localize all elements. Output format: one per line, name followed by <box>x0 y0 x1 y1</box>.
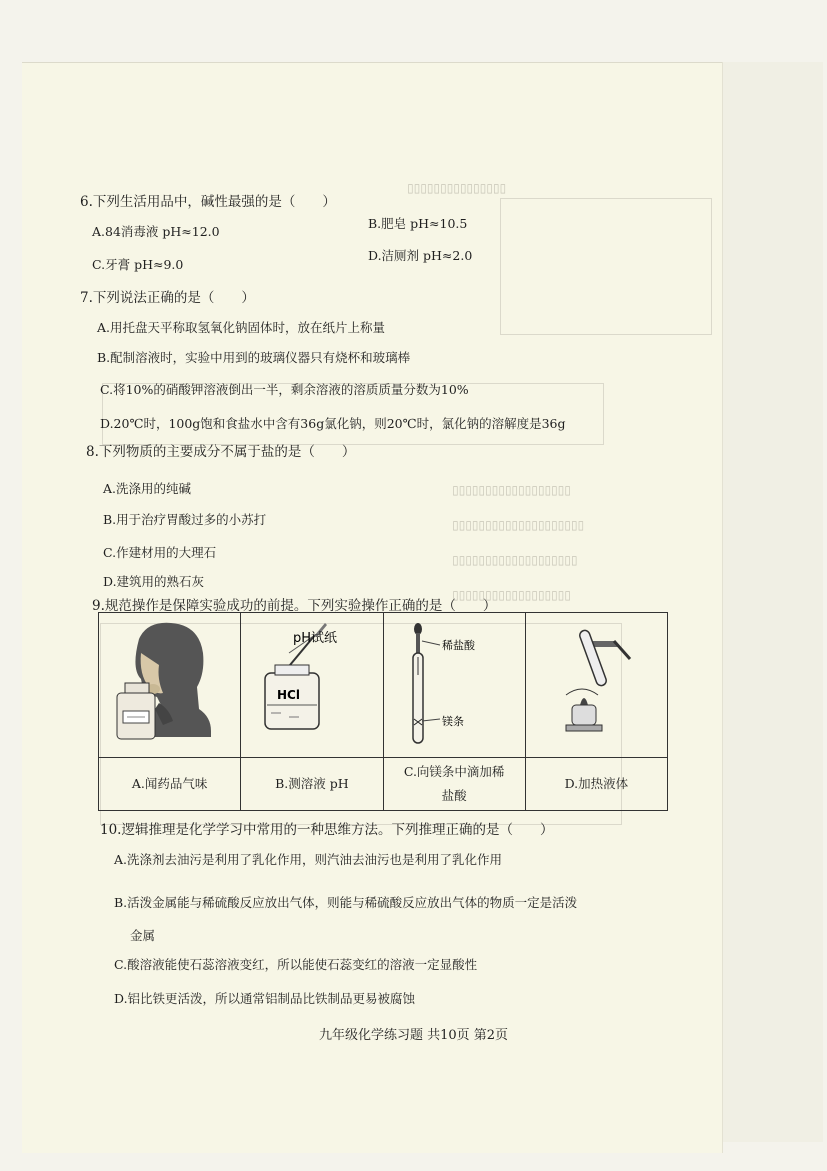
question-9-stem: 9.规范操作是保障实验成功的前提。下列实验操作正确的是（ ） <box>92 598 497 614</box>
magnesium-label: 镁条 <box>441 715 464 728</box>
dropper-tube-illustration <box>384 613 522 753</box>
page-footer: 九年级化学练习题 共10页 第2页 <box>318 1028 509 1043</box>
question-8-option-d: D.建筑用的熟石灰 <box>103 574 205 589</box>
question-8-option-a: A.洗涤用的纯碱 <box>103 481 192 496</box>
question-6-option-d: D.洁厕剂 pH≈2.0 <box>368 248 473 263</box>
question-6-option-c: C.牙膏 pH≈9.0 <box>92 257 184 272</box>
question-10-option-b: B.活泼金属能与稀硫酸反应放出气体，则能与稀硫酸反应放出气体的物质一定是活泼 <box>114 895 578 910</box>
bleed-through-text: ▯▯▯▯▯▯▯▯▯▯▯▯▯▯▯ <box>407 181 507 195</box>
question-10-option-a: A.洗涤剂去油污是利用了乳化作用，则汽油去油污也是利用了乳化作用 <box>114 852 503 867</box>
question-7-option-d: D.20℃时，100g饱和食盐水中含有36g氯化钠，则20℃时，氯化钠的溶解度是36g <box>100 416 566 431</box>
caption-c-line2: 盐酸 <box>441 788 467 803</box>
question-10-option-b-cont: 金属 <box>130 928 156 943</box>
question-7-option-c: C.将10%的硝酸钾溶液倒出一半，剩余溶液的溶质质量分数为10% <box>100 382 469 397</box>
question-8-stem: 8.下列物质的主要成分不属于盐的是（ ） <box>86 444 356 460</box>
question-7-stem: 7.下列说法正确的是（ ） <box>80 290 255 306</box>
dilute-acid-label: 稀盐酸 <box>441 639 475 652</box>
heating-liquid-illustration <box>526 613 676 753</box>
bleed-through-text: ▯▯▯▯▯▯▯▯▯▯▯▯▯▯▯▯▯▯ <box>452 588 571 602</box>
bleed-through-text: ▯▯▯▯▯▯▯▯▯▯▯▯▯▯▯▯▯▯ <box>452 483 571 497</box>
question-6-stem: 6.下列生活用品中，碱性最强的是（ ） <box>80 194 336 210</box>
question-6-option-b: B.肥皂 pH≈10.5 <box>368 216 468 231</box>
question-10-option-d: D.铝比铁更活泼，所以通常铝制品比铁制品更易被腐蚀 <box>114 991 416 1006</box>
figure-a-smell <box>99 613 241 758</box>
caption-c <box>383 758 525 811</box>
figure-d-heating <box>525 613 667 758</box>
caption-b: B.测溶液 pH <box>241 758 383 811</box>
bleed-through-text: ▯▯▯▯▯▯▯▯▯▯▯▯▯▯▯▯▯▯▯▯ <box>452 518 585 532</box>
question-10-stem: 10.逻辑推理是化学学习中常用的一种思维方法。下列推理正确的是（ ） <box>100 822 554 838</box>
caption-d: D.加热液体 <box>525 758 667 811</box>
question-8-option-c: C.作建材用的大理石 <box>103 545 217 560</box>
ph-test-illustration <box>241 613 379 753</box>
question-7-option-a: A.用托盘天平称取氢氧化钠固体时，放在纸片上称量 <box>97 320 386 335</box>
figure-c-acid <box>383 613 525 758</box>
question-6-option-a: A.84消毒液 pH≈12.0 <box>92 224 220 239</box>
bleed-through-box <box>500 198 712 335</box>
question-10-option-c: C.酸溶液能使石蕊溶液变红，所以能使石蕊变红的溶液一定显酸性 <box>114 957 478 972</box>
boy-smelling-bottle-illustration <box>99 613 231 753</box>
figure-b-ph <box>241 613 383 758</box>
ph-paper-label: pH试纸 <box>293 631 338 646</box>
caption-c-line1: C.向镁条中滴加稀 <box>403 764 505 779</box>
caption-a: A.闻药品气味 <box>99 758 241 811</box>
experiment-operations-table <box>98 612 668 811</box>
bleed-through-text: ▯▯▯▯▯▯▯▯▯▯▯▯▯▯▯▯▯▯▯ <box>452 553 578 567</box>
hcl-label: HCl <box>277 688 301 702</box>
question-8-option-b: B.用于治疗胃酸过多的小苏打 <box>103 512 267 527</box>
question-7-option-b: B.配制溶液时，实验中用到的玻璃仪器只有烧杯和玻璃棒 <box>97 350 411 365</box>
